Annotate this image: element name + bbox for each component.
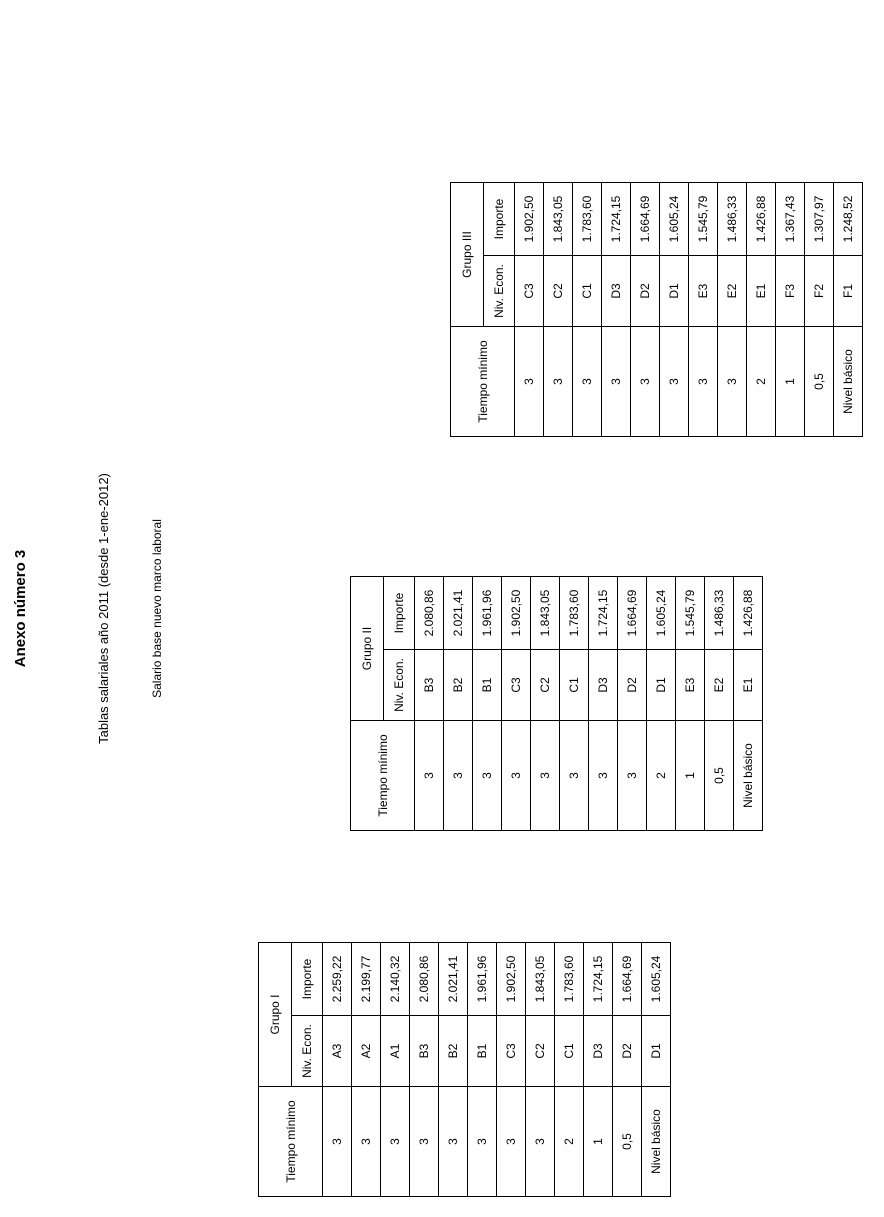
niv-econ-cell: D3 [589,650,618,721]
niv-econ-cell: A3 [323,1016,352,1087]
header-importe: Importe [484,183,515,256]
table-row [734,577,763,831]
header-importe: Importe [292,943,323,1016]
table-row [473,577,502,831]
tiempo-minimo-cell: 3 [439,1087,468,1197]
niv-econ-cell: C2 [544,256,573,327]
table-row [647,577,676,831]
table-row [631,183,660,437]
header-tiempo-minimo: Tiempo mínimo [259,1087,323,1197]
tiempo-minimo-cell: 3 [444,721,473,831]
table-row [747,183,776,437]
header-group: Grupo III [451,183,484,327]
header-niv-econ: Niv. Econ. [484,256,515,327]
table-row [618,577,647,831]
niv-econ-cell: B2 [444,650,473,721]
table-row [613,943,642,1197]
niv-econ-cell: B1 [468,1016,497,1087]
tiempo-minimo-cell: 0,5 [805,327,834,437]
header-tiempo-minimo: Tiempo mínimo [351,721,415,831]
importe-cell: 1.307,97 [805,183,834,256]
tiempo-minimo-cell: 3 [589,721,618,831]
importe-cell: 2.021,41 [444,577,473,650]
table-row [602,183,631,437]
importe-cell: 1.545,79 [676,577,705,650]
niv-econ-cell: E2 [718,256,747,327]
niv-econ-cell: E3 [689,256,718,327]
niv-econ-cell: D1 [660,256,689,327]
tiempo-minimo-cell: 3 [352,1087,381,1197]
table-row [660,183,689,437]
tiempo-minimo-cell: 3 [689,327,718,437]
importe-cell: 1.902,50 [515,183,544,256]
niv-econ-cell: D2 [618,650,647,721]
niv-econ-cell: B2 [439,1016,468,1087]
importe-cell: 1.783,60 [573,183,602,256]
table-row [410,943,439,1197]
importe-cell: 1.783,60 [555,943,584,1016]
table-row [589,577,618,831]
importe-cell: 1.724,15 [584,943,613,1016]
importe-cell: 1.367,43 [776,183,805,256]
tiempo-minimo-cell: 2 [747,327,776,437]
tiempo-minimo-cell: 3 [381,1087,410,1197]
tiempo-minimo-cell: 3 [515,327,544,437]
niv-econ-cell: C3 [502,650,531,721]
tiempo-minimo-cell: 0,5 [705,721,734,831]
importe-cell: 1.426,88 [734,577,763,650]
tiempo-minimo-cell: 2 [555,1087,584,1197]
importe-cell: 1.664,69 [631,183,660,256]
tiempo-minimo-cell: 3 [531,721,560,831]
table-row [689,183,718,437]
niv-econ-cell: B1 [473,650,502,721]
importe-cell: 1.605,24 [647,577,676,650]
importe-cell: 2.080,86 [410,943,439,1016]
importe-cell: 1.664,69 [618,577,647,650]
tiempo-minimo-cell: 3 [526,1087,555,1197]
tiempo-minimo-cell: 1 [584,1087,613,1197]
importe-cell: 1.248,52 [834,183,863,256]
niv-econ-cell: C2 [531,650,560,721]
tiempo-minimo-cell: 3 [618,721,647,831]
tiempo-minimo-cell: 1 [776,327,805,437]
tiempo-minimo-cell: 3 [502,721,531,831]
importe-cell: 1.724,15 [589,577,618,650]
niv-econ-cell: F1 [834,256,863,327]
importe-cell: 1.724,15 [602,183,631,256]
tiempo-minimo-cell: 3 [602,327,631,437]
table-row [718,183,747,437]
niv-econ-cell: D2 [613,1016,642,1087]
importe-cell: 2.199,77 [352,943,381,1016]
tiempo-minimo-cell: Nivel básico [834,327,863,437]
importe-cell: 1.605,24 [642,943,671,1016]
table-row [555,943,584,1197]
niv-econ-cell: C1 [555,1016,584,1087]
niv-econ-cell: C3 [497,1016,526,1087]
tiempo-minimo-cell: 3 [415,721,444,831]
tiempo-minimo-cell: 3 [410,1087,439,1197]
tiempo-minimo-cell: 3 [473,721,502,831]
table-row [642,943,671,1197]
tiempo-minimo-cell: Nivel básico [734,721,763,831]
header-tiempo-minimo: Tiempo mínimo [451,327,515,437]
importe-cell: 2.021,41 [439,943,468,1016]
table-row [439,943,468,1197]
importe-cell: 1.605,24 [660,183,689,256]
table-row [444,577,473,831]
niv-econ-cell: C3 [515,256,544,327]
header-niv-econ: Niv. Econ. [292,1016,323,1087]
niv-econ-cell: E1 [734,650,763,721]
niv-econ-cell: D3 [602,256,631,327]
tiempo-minimo-cell: 0,5 [613,1087,642,1197]
importe-cell: 1.961,96 [473,577,502,650]
table-row [531,577,560,831]
importe-cell: 1.902,50 [502,577,531,650]
niv-econ-cell: A1 [381,1016,410,1087]
table-row [515,183,544,437]
table-row [705,577,734,831]
grupo-i-table [258,942,671,1197]
table-row [415,577,444,831]
niv-econ-cell: E3 [676,650,705,721]
grupo-ii-table [350,576,763,831]
grupo-iii-table [450,182,863,437]
niv-econ-cell: F2 [805,256,834,327]
niv-econ-cell: B3 [415,650,444,721]
table-row [584,943,613,1197]
tiempo-minimo-cell: 3 [497,1087,526,1197]
table-row [323,943,352,1197]
table-row [352,943,381,1197]
page-subtitle: Tablas salariales año 2011 (desde 1-ene-2012) [96,473,111,744]
tiempo-minimo-cell: 1 [676,721,705,831]
table-row [502,577,531,831]
tiempo-minimo-cell: 3 [631,327,660,437]
tiempo-minimo-cell: Nivel básico [642,1087,671,1197]
table-row [676,577,705,831]
table-row [497,943,526,1197]
importe-cell: 1.902,50 [497,943,526,1016]
niv-econ-cell: D1 [642,1016,671,1087]
page-title: Anexo número 3 [12,549,29,668]
importe-cell: 1.486,33 [705,577,734,650]
importe-cell: 1.426,88 [747,183,776,256]
importe-cell: 1.486,33 [718,183,747,256]
niv-econ-cell: A2 [352,1016,381,1087]
importe-cell: 1.843,05 [526,943,555,1016]
importe-cell: 1.961,96 [468,943,497,1016]
niv-econ-cell: E2 [705,650,734,721]
niv-econ-cell: D2 [631,256,660,327]
importe-cell: 1.783,60 [560,577,589,650]
header-group: Grupo II [351,577,384,721]
header-group: Grupo I [259,943,292,1087]
table-row [381,943,410,1197]
importe-cell: 1.843,05 [531,577,560,650]
tiempo-minimo-cell: 3 [544,327,573,437]
importe-cell: 2.259,22 [323,943,352,1016]
tiempo-minimo-cell: 3 [660,327,689,437]
table-row [468,943,497,1197]
tiempo-minimo-cell: 3 [468,1087,497,1197]
table-row [776,183,805,437]
tiempo-minimo-cell: 3 [560,721,589,831]
importe-cell: 2.080,86 [415,577,444,650]
tiempo-minimo-cell: 3 [718,327,747,437]
table-row [560,577,589,831]
niv-econ-cell: C2 [526,1016,555,1087]
table-row [526,943,555,1197]
header-importe: Importe [384,577,415,650]
niv-econ-cell: E1 [747,256,776,327]
table-row [805,183,834,437]
niv-econ-cell: F3 [776,256,805,327]
niv-econ-cell: C1 [560,650,589,721]
importe-cell: 1.545,79 [689,183,718,256]
tiempo-minimo-cell: 2 [647,721,676,831]
tiempo-minimo-cell: 3 [323,1087,352,1197]
niv-econ-cell: B3 [410,1016,439,1087]
header-niv-econ: Niv. Econ. [384,650,415,721]
table-row [834,183,863,437]
importe-cell: 2.140,32 [381,943,410,1016]
importe-cell: 1.664,69 [613,943,642,1016]
tiempo-minimo-cell: 3 [573,327,602,437]
niv-econ-cell: C1 [573,256,602,327]
niv-econ-cell: D3 [584,1016,613,1087]
table-row [573,183,602,437]
section-heading: Salario base nuevo marco laboral [150,519,164,698]
table-row [544,183,573,437]
niv-econ-cell: D1 [647,650,676,721]
importe-cell: 1.843,05 [544,183,573,256]
